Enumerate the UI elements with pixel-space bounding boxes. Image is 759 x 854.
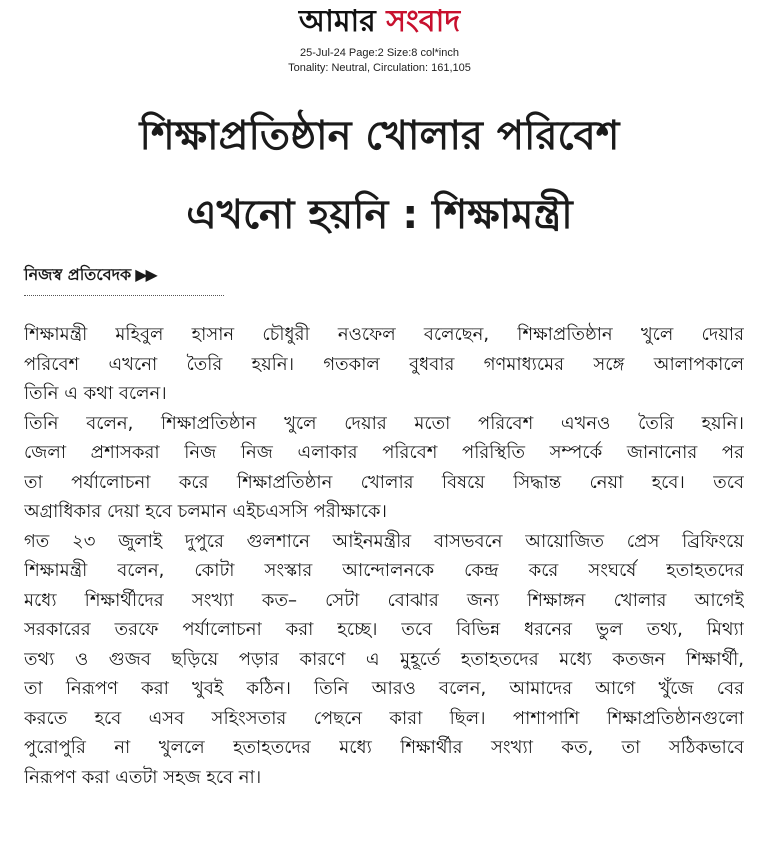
clipping-meta-tonality: Tonality: Neutral, Circulation: 161,105 [288, 62, 471, 74]
article-line: তা নিরূপণ করা খুবই কঠিন। তিনি আরও বলেন, আমাদের আগে খুঁজে বের [24, 678, 744, 699]
article-line: তিনি এ কথা বলেন। [24, 383, 167, 404]
article-line: মধ্যে শিক্ষার্থীদের সংখ্যা কত– সেটা বোঝার জন্য শিক্ষাঙ্গন খোলার আগেই [24, 589, 744, 611]
article-line: তিনি বলেন, শিক্ষাপ্রতিষ্ঠান খুলে দেয়ার মতো পরিবেশ এখনও তৈরি হয়নি। [24, 412, 744, 434]
article-line: গত ২৩ জুলাই দুপুরে গুলশানে আইনমন্ত্রীর বাসভবনে আয়োজিত প্রেস ব্রিফিংয়ে [24, 530, 744, 552]
byline [24, 262, 156, 289]
logo-text-b: সংবাদ [386, 4, 461, 39]
logo-text-a: আমার [298, 4, 387, 39]
article-line: জেলা প্রশাসকরা নিজ নিজ এলাকার পরিবেশ পরিস্থিতি সম্পর্কে জানানোর পর [24, 442, 744, 463]
article-line: করতে হবে এসব সহিংসতার পেছনে কারা ছিল। পাশাপাশি শিক্ষাপ্রতিষ্ঠানগুলো [24, 707, 744, 729]
clipping-meta-date: 25-Jul-24 Page:2 Size:8 col*inch [300, 47, 459, 59]
byline-arrows-icon: ▶▶ [135, 265, 156, 284]
article-line: শিক্ষামন্ত্রী বলেন, কোটা সংস্কার আন্দোলনকে কেন্দ্র করে সংঘর্ষে হতাহতদের [24, 560, 744, 581]
article-line: পুরোপুরি না খুললে হতাহতদের মধ্যে শিক্ষার্থীর সংখ্যা কত, তা সঠিকভাবে [24, 737, 744, 758]
headline-line-2: এখনো হয়নি : শিক্ষামন্ত্রী [186, 192, 573, 238]
article-line: অগ্রাধিকার দেয়া হবে চলমান এইচএসসি পরীক্ষাকে। [24, 501, 387, 522]
byline-divider [24, 295, 224, 296]
article-line: পরিবেশ এখনো তৈরি হয়নি। গতকাল বুধবার গণমাধ্যমের সঙ্গে আলাপকালে [24, 353, 744, 375]
article-line: শিক্ষামন্ত্রী মহিবুল হাসান চৌধুরী নওফেল বলেছেন, শিক্ষাপ্রতিষ্ঠান খুলে দেয়ার [24, 324, 744, 345]
byline-text: নিজস্ব প্রতিবেদক [24, 265, 132, 284]
article-body [24, 320, 744, 792]
newspaper-logo [299, 2, 460, 42]
headline-line-1: শিক্ষাপ্রতিষ্ঠান খোলার পরিবেশ [139, 113, 620, 159]
article-line: সরকারের তরফে পর্যালোচনা করা হচ্ছে। তবে বিভিন্ন ধরনের ভুল তথ্য, মিথ্যা [24, 619, 744, 640]
masthead [0, 2, 759, 42]
article-line: তা পর্যালোচনা করে শিক্ষাপ্রতিষ্ঠান খোলার বিষয়ে সিদ্ধান্ত নেয়া হবে। তবে [24, 471, 744, 493]
article-line: নিরূপণ করা এতটা সহজ হবে না। [24, 766, 262, 788]
article-line: তথ্য ও গুজব ছড়িয়ে পড়ার কারণে এ মুহূর্তে হতাহতদের মধ্যে কতজন শিক্ষার্থী, [24, 648, 744, 670]
